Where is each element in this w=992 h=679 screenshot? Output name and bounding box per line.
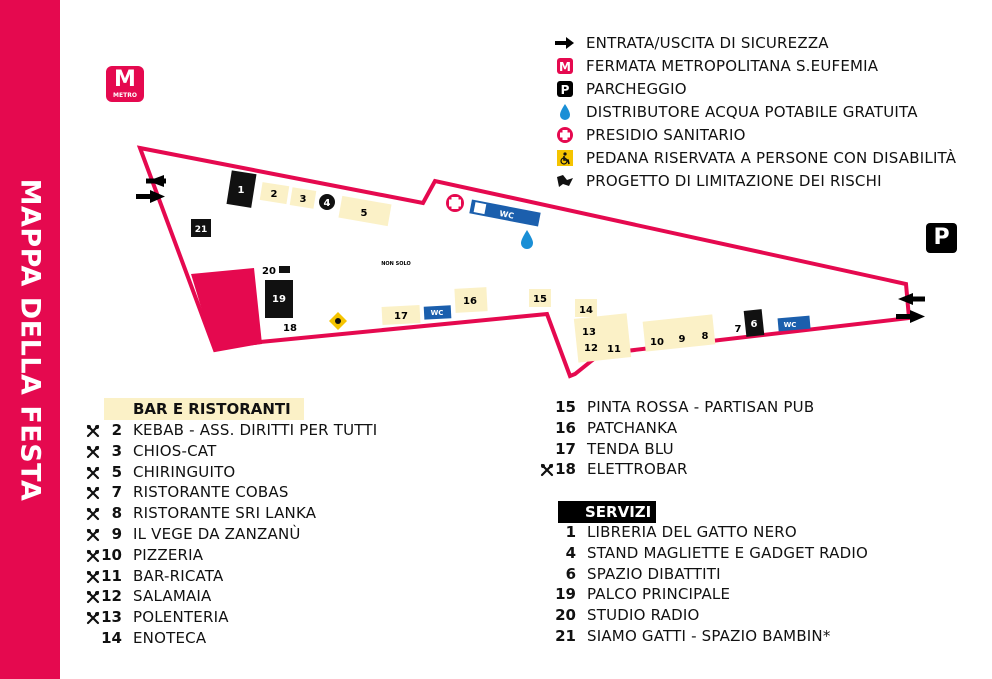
item-name: RISTORANTE COBAS — [133, 483, 289, 502]
item-name: ELETTROBAR — [587, 460, 688, 479]
harm-reduction-icon — [555, 172, 575, 190]
list-item — [540, 543, 869, 564]
list-item — [86, 629, 406, 649]
list-item — [86, 463, 406, 483]
metro-letter: M — [114, 67, 136, 92]
item-number: 6 — [565, 564, 576, 583]
stand-7-label: 7 — [734, 324, 742, 335]
item-number: 3 — [111, 441, 122, 460]
item-number: 16 — [555, 418, 576, 437]
stand-5-label: 5 — [360, 208, 368, 219]
item-number: 10 — [101, 545, 122, 564]
legend-label: PRESIDIO SANITARIO — [586, 126, 746, 144]
item-name: CHIOS-CAT — [133, 441, 217, 460]
item-name: LIBRERIA DEL GATTO NERO — [587, 523, 797, 541]
map-title: MAPPA DELLA FESTA — [14, 178, 46, 502]
legend-label: PEDANA RISERVATA A PERSONE CON DISABILITÀ — [586, 149, 957, 167]
legend-label: DISTRIBUTORE ACQUA POTABILE GRATUITA — [586, 103, 918, 121]
medical-cross-icon[interactable] — [446, 194, 464, 212]
stand-21-label: 21 — [194, 225, 208, 235]
item-number: 17 — [555, 439, 576, 458]
stand-11-label: 11 — [607, 344, 621, 355]
item-number: 4 — [565, 543, 576, 562]
item-name: PATCHANKA — [587, 418, 678, 437]
item-number: 1 — [565, 523, 576, 541]
list-item — [540, 627, 860, 647]
stand-2-label: 2 — [270, 189, 278, 200]
list-item — [86, 546, 406, 566]
list-item — [540, 606, 860, 626]
item-number: 11 — [101, 566, 122, 585]
stand-17-label: 17 — [394, 311, 408, 322]
item-number: 13 — [101, 608, 122, 627]
item-number: 19 — [555, 585, 576, 604]
stand-3-label: 3 — [299, 194, 307, 205]
item-number: 18 — [555, 460, 576, 479]
stand-9-label: 9 — [678, 334, 686, 345]
water-drop-icon[interactable] — [521, 230, 533, 249]
harm-reduction-icon[interactable] — [381, 256, 410, 268]
stand-15-label: 15 — [533, 294, 547, 305]
list-item — [86, 504, 406, 524]
list-item — [540, 565, 860, 585]
list-item — [86, 587, 406, 607]
item-name: STAND MAGLIETTE E GADGET RADIO — [587, 543, 869, 562]
metro-text: METRO — [113, 92, 137, 99]
legend-label: FERMATA METROPOLITANA S.EUFEMIA — [586, 57, 879, 75]
wc-right-label: WC — [783, 321, 797, 329]
stand-20-label: 20 — [262, 266, 276, 277]
metro-icon — [555, 57, 575, 75]
item-name: SALAMAIA — [133, 587, 212, 606]
parking-icon — [555, 80, 575, 98]
item-number: 21 — [555, 627, 576, 645]
item-name: PALCO PRINCIPALE — [587, 585, 731, 604]
stand-19-label: 19 — [272, 294, 286, 305]
arrow-right-icon — [896, 310, 925, 323]
list-item — [86, 567, 406, 587]
wc-middle-label: WC — [430, 309, 444, 317]
stand-12-label: 12 — [584, 343, 598, 354]
item-name: TENDA BLU — [587, 439, 674, 458]
stand-14-label: 14 — [579, 305, 593, 316]
stand-13-label: 13 — [582, 327, 596, 338]
wheelchair-platform-icon[interactable] — [329, 312, 347, 330]
list-item — [86, 608, 406, 628]
list-item — [86, 442, 406, 462]
list-item — [86, 421, 406, 441]
item-number: 5 — [111, 462, 122, 481]
item-name: STUDIO RADIO — [587, 606, 700, 625]
item-name: KEBAB - ASS. DIRITTI PER TUTTI — [133, 421, 378, 439]
stand-8-label: 8 — [701, 331, 709, 342]
svg-text:M: M — [559, 60, 571, 74]
wheelchair-icon — [555, 149, 575, 167]
stand-6-label: 6 — [750, 319, 758, 330]
stand-16-label: 16 — [463, 296, 477, 307]
item-name: IL VEGE DA ZANZANÙ — [133, 525, 301, 543]
item-name: PINTA ROSSA - PARTISAN PUB — [587, 398, 815, 416]
servizi-heading: SERVIZI — [558, 501, 656, 523]
legend-label: PROGETTO DI LIMITAZIONE DEI RISCHI — [586, 172, 882, 190]
list-item — [86, 525, 406, 545]
stand-10-label: 10 — [650, 337, 664, 348]
legend-label: PARCHEGGIO — [586, 80, 687, 98]
item-number: 20 — [555, 606, 576, 625]
list-item — [540, 585, 860, 605]
item-name: SPAZIO DIBATTITI — [587, 564, 721, 583]
item-name: BAR-RICATA — [133, 566, 224, 585]
item-number: 14 — [101, 629, 122, 647]
item-number: 9 — [111, 525, 122, 543]
wheelchair-icon — [474, 202, 487, 214]
parking-icon[interactable]: P — [926, 223, 957, 253]
water-drop-icon — [555, 103, 575, 121]
item-name: CHIRINGUITO — [133, 462, 236, 481]
item-number: 15 — [555, 398, 576, 416]
list-item — [540, 523, 860, 543]
wc-label: WC — [498, 209, 515, 221]
item-name: RISTORANTE SRI LANKA — [133, 504, 317, 523]
item-number: 2 — [111, 421, 122, 439]
harm-reduction-label: NON SOLO — [381, 261, 411, 267]
item-number: 12 — [101, 587, 122, 606]
bar-ristoranti-heading: BAR E RISTORANTI — [104, 398, 304, 420]
item-number: 8 — [111, 504, 122, 523]
list-item — [540, 460, 860, 480]
stand-4-label: 4 — [323, 198, 331, 209]
reserved-area — [191, 268, 262, 350]
list-item — [86, 483, 406, 503]
list-item — [540, 440, 860, 460]
stand-1-label: 1 — [237, 185, 245, 196]
list-item — [540, 419, 860, 439]
svg-text:P: P — [560, 83, 570, 97]
item-name: SIAMO GATTI - SPAZIO BAMBIN* — [587, 627, 831, 645]
item-number: 7 — [111, 483, 122, 502]
arrow-right-icon — [555, 34, 575, 52]
item-name: PIZZERIA — [133, 545, 204, 564]
stand-20[interactable] — [279, 266, 290, 273]
medical-cross-icon — [555, 126, 575, 144]
stand-18-label: 18 — [283, 323, 297, 334]
list-item — [540, 398, 860, 418]
arrow-left-icon — [898, 293, 925, 305]
legend-label: ENTRATA/USCITA DI SICUREZZA — [586, 34, 829, 52]
item-name: ENOTECA — [133, 629, 207, 647]
item-name: POLENTERIA — [133, 608, 229, 627]
